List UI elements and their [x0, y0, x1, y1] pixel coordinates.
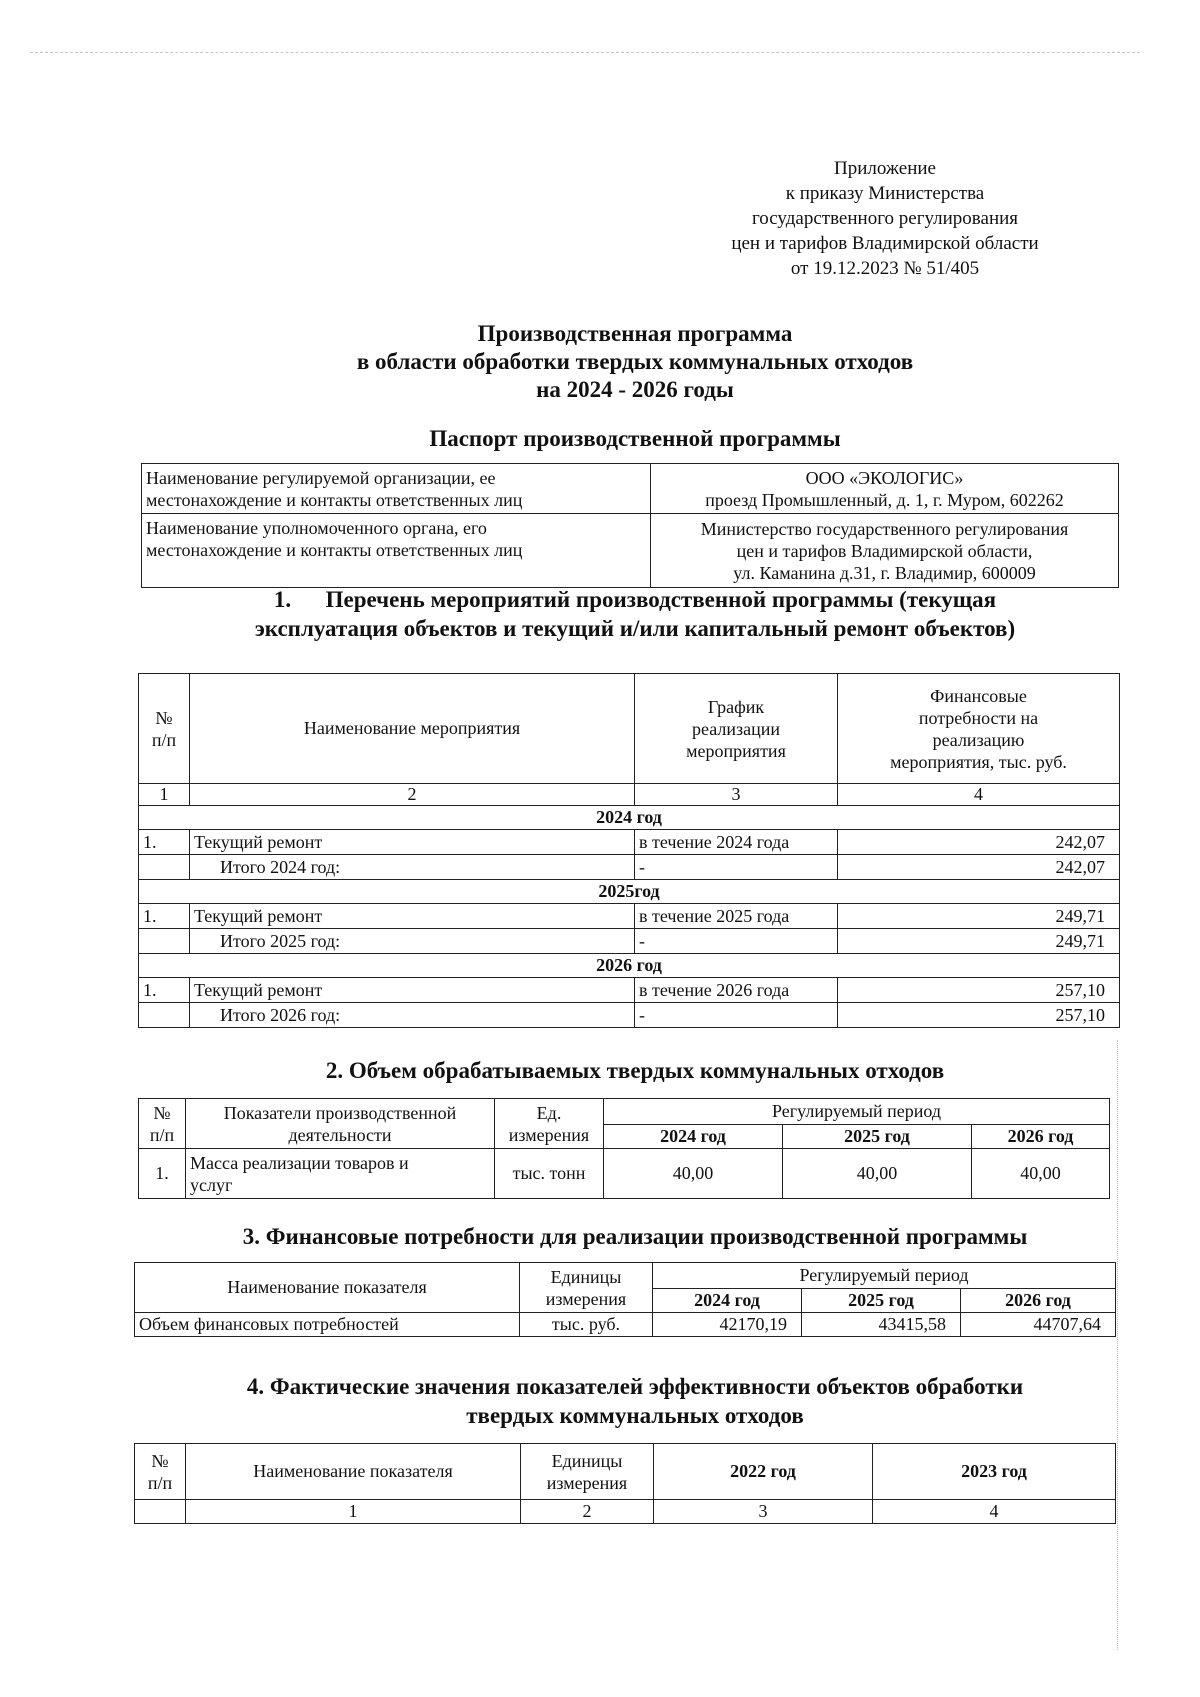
appendix-line: государственного регулирования [751, 208, 1019, 229]
row-value: 257,10 [838, 978, 1120, 1003]
table-header-row [135, 1263, 1116, 1289]
table-header-row [135, 1444, 1116, 1500]
row-num: 1. [139, 830, 190, 855]
table-row [142, 514, 1119, 588]
passport-label: Наименование регулируемой организации, ее местонахождение и контакты ответственных лиц [142, 464, 651, 514]
header-year: 2026 год [961, 1289, 1116, 1313]
header-unit: Единицы измерения [520, 1263, 653, 1313]
row-num: 1. [139, 978, 190, 1003]
year-label: 2025год [139, 880, 1120, 904]
row-schedule: в течение 2025 года [635, 904, 838, 929]
row-name: Текущий ремонт [190, 830, 635, 855]
finance-table [134, 1262, 1116, 1337]
document-title [0, 320, 1200, 404]
header-year: 2024 год [604, 1125, 783, 1149]
total-row [139, 855, 1120, 880]
row-value: 44707,64 [961, 1313, 1116, 1337]
header-year: 2025 год [802, 1289, 961, 1313]
year-row [139, 806, 1120, 830]
row-value: 40,00 [604, 1149, 783, 1199]
header-num: № п/п [139, 1099, 186, 1149]
row-name: Текущий ремонт [190, 904, 635, 929]
total-label: Итого 2024 год: [190, 855, 635, 880]
efficiency-table [134, 1443, 1116, 1524]
table-row [135, 1313, 1116, 1337]
header-unit: Единицы измерения [521, 1444, 654, 1500]
table-row [142, 464, 1119, 514]
total-value: 249,71 [838, 929, 1120, 954]
row-value: 242,07 [838, 830, 1120, 855]
header-name: Наименование показателя [186, 1444, 521, 1500]
column-number-row [139, 784, 1120, 806]
section3-heading: 3. Финансовые потребности для реализации производственной программы [242, 1224, 1028, 1249]
header-period: Регулируемый период [604, 1099, 1110, 1125]
total-schedule: - [635, 855, 838, 880]
column-number: 2 [190, 784, 635, 806]
column-number: 1 [139, 784, 190, 806]
header-name: Наименование показателя [135, 1263, 520, 1313]
table-row [139, 978, 1120, 1003]
row-value: 249,71 [838, 904, 1120, 929]
volume-table [138, 1098, 1110, 1199]
title-line: на 2024 - 2026 годы [536, 377, 734, 402]
activities-table [138, 673, 1120, 1028]
row-name: Объем финансовых потребностей [135, 1313, 520, 1337]
total-value: 242,07 [838, 855, 1120, 880]
header-year: 2025 год [783, 1125, 972, 1149]
row-num: 1. [139, 1149, 186, 1199]
row-name: Масса реализации товаров и услуг [186, 1149, 495, 1199]
column-number: 3 [654, 1500, 873, 1524]
total-schedule: - [635, 929, 838, 954]
section2-heading: 2. Объем обрабатываемых твердых коммунальных отходов [325, 1058, 945, 1083]
table-row [139, 904, 1120, 929]
header-name: Наименование мероприятия [190, 674, 635, 784]
row-value: 40,00 [783, 1149, 972, 1199]
title-line: в области обработки твердых коммунальных отходов [356, 349, 914, 374]
column-number: 4 [873, 1500, 1116, 1524]
column-number: 2 [521, 1500, 654, 1524]
passport-value: Министерство государственного регулирования цен и тарифов Владимирской области, ул. Каманина д.31, г. Владимир, 600009 [651, 514, 1119, 588]
header-schedule: График реализации мероприятия [635, 674, 838, 784]
appendix-line: от 19.12.2023 № 51/405 [790, 258, 980, 279]
passport-table [141, 463, 1119, 588]
passport-label: Наименование уполномоченного органа, его местонахождение и контакты ответственных лиц [142, 514, 651, 588]
passport-heading: Паспорт производственной программы [429, 426, 841, 451]
total-schedule: - [635, 1003, 838, 1028]
total-label: Итого 2026 год: [190, 1003, 635, 1028]
row-schedule: в течение 2024 года [635, 830, 838, 855]
header-unit: Ед. измерения [495, 1099, 604, 1149]
scan-artifact-edge [1117, 1040, 1118, 1650]
row-schedule: в течение 2026 года [635, 978, 838, 1003]
total-value: 257,10 [838, 1003, 1120, 1028]
row-value: 40,00 [972, 1149, 1110, 1199]
appendix-block [675, 156, 1095, 281]
year-row [139, 880, 1120, 904]
header-year: 2024 год [653, 1289, 802, 1313]
column-number: 3 [635, 784, 838, 806]
row-unit: тыс. тонн [495, 1149, 604, 1199]
total-row [139, 929, 1120, 954]
table-header-row [139, 1099, 1110, 1125]
row-unit: тыс. руб. [520, 1313, 653, 1337]
header-finance: Финансовые потребности на реализацию мероприятия, тыс. руб. [838, 674, 1120, 784]
appendix-line: к приказу Министерства [785, 183, 985, 204]
header-num: № п/п [135, 1444, 186, 1500]
title-line: Производственная программа [477, 321, 793, 346]
appendix-line: цен и тарифов Владимирской области [731, 233, 1039, 254]
total-label: Итого 2025 год: [190, 929, 635, 954]
year-label: 2026 год [139, 954, 1120, 978]
header-num: № п/п [139, 674, 190, 784]
row-num: 1. [139, 904, 190, 929]
scan-artifact-line [30, 52, 1140, 53]
year-row [139, 954, 1120, 978]
header-year: 2026 год [972, 1125, 1110, 1149]
total-row [139, 1003, 1120, 1028]
header-year: 2023 год [873, 1444, 1116, 1500]
column-number: 1 [186, 1500, 521, 1524]
column-number-row [135, 1500, 1116, 1524]
column-number: 4 [838, 784, 1120, 806]
table-row [139, 1149, 1110, 1199]
section4-heading: 4. Фактические значения показателей эффективности объектов обработки твердых коммунальных отходов [246, 1374, 1024, 1428]
table-header-row [139, 674, 1120, 784]
row-value: 42170,19 [653, 1313, 802, 1337]
row-name: Текущий ремонт [190, 978, 635, 1003]
year-label: 2024 год [139, 806, 1120, 830]
header-period: Регулируемый период [653, 1263, 1116, 1289]
row-value: 43415,58 [802, 1313, 961, 1337]
header-indicator: Показатели производственной деятельности [186, 1099, 495, 1149]
passport-value: ООО «ЭКОЛОГИС» проезд Промышленный, д. 1, г. Муром, 602262 [651, 464, 1119, 514]
section1-heading: 1. Перечень мероприятий производственной программы (текущая эксплуатация объектов и текущий и/или капитальный ремонт объектов) [254, 587, 1016, 641]
table-row [139, 830, 1120, 855]
header-year: 2022 год [654, 1444, 873, 1500]
appendix-line: Приложение [834, 158, 936, 179]
